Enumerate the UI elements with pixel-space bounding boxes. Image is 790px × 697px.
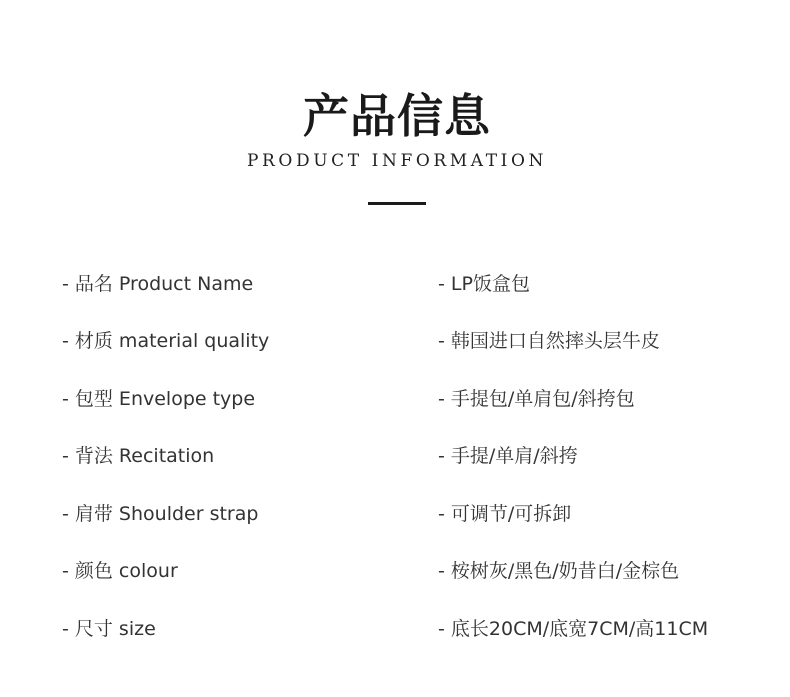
spec-label: - 颜色 colour	[62, 560, 178, 582]
spec-value: - 桉树灰/黑色/奶昔白/金棕色	[438, 560, 680, 582]
spec-label: - 肩带 Shoulder strap	[62, 503, 259, 525]
spec-row-material	[0, 326, 790, 356]
spec-row-size	[0, 614, 790, 644]
spec-row-envelope-type	[0, 384, 790, 414]
page-title: 产品信息	[303, 89, 491, 143]
spec-value: - 手提/单肩/斜挎	[438, 445, 578, 467]
spec-row-colour	[0, 556, 790, 586]
spec-value: - 韩国进口自然摔头层牛皮	[438, 330, 660, 352]
spec-row-recitation	[0, 441, 790, 471]
spec-label: - 材质 material quality	[62, 330, 270, 352]
spec-label: - 品名 Product Name	[62, 273, 254, 295]
spec-label: - 背法 Recitation	[62, 445, 215, 467]
spec-row-product-name	[0, 269, 790, 299]
spec-value: - 手提包/单肩包/斜挎包	[438, 388, 635, 410]
spec-value: - 可调节/可拆卸	[438, 503, 572, 525]
spec-label: - 包型 Envelope type	[62, 388, 256, 410]
spec-label: - 尺寸 size	[62, 618, 156, 640]
spec-row-shoulder-strap	[0, 499, 790, 529]
page-subtitle: PRODUCT INFORMATION	[246, 151, 548, 171]
spec-value: - LP饭盒包	[438, 273, 530, 295]
spec-value: - 底长20CM/底宽7CM/高11CM	[438, 618, 709, 640]
